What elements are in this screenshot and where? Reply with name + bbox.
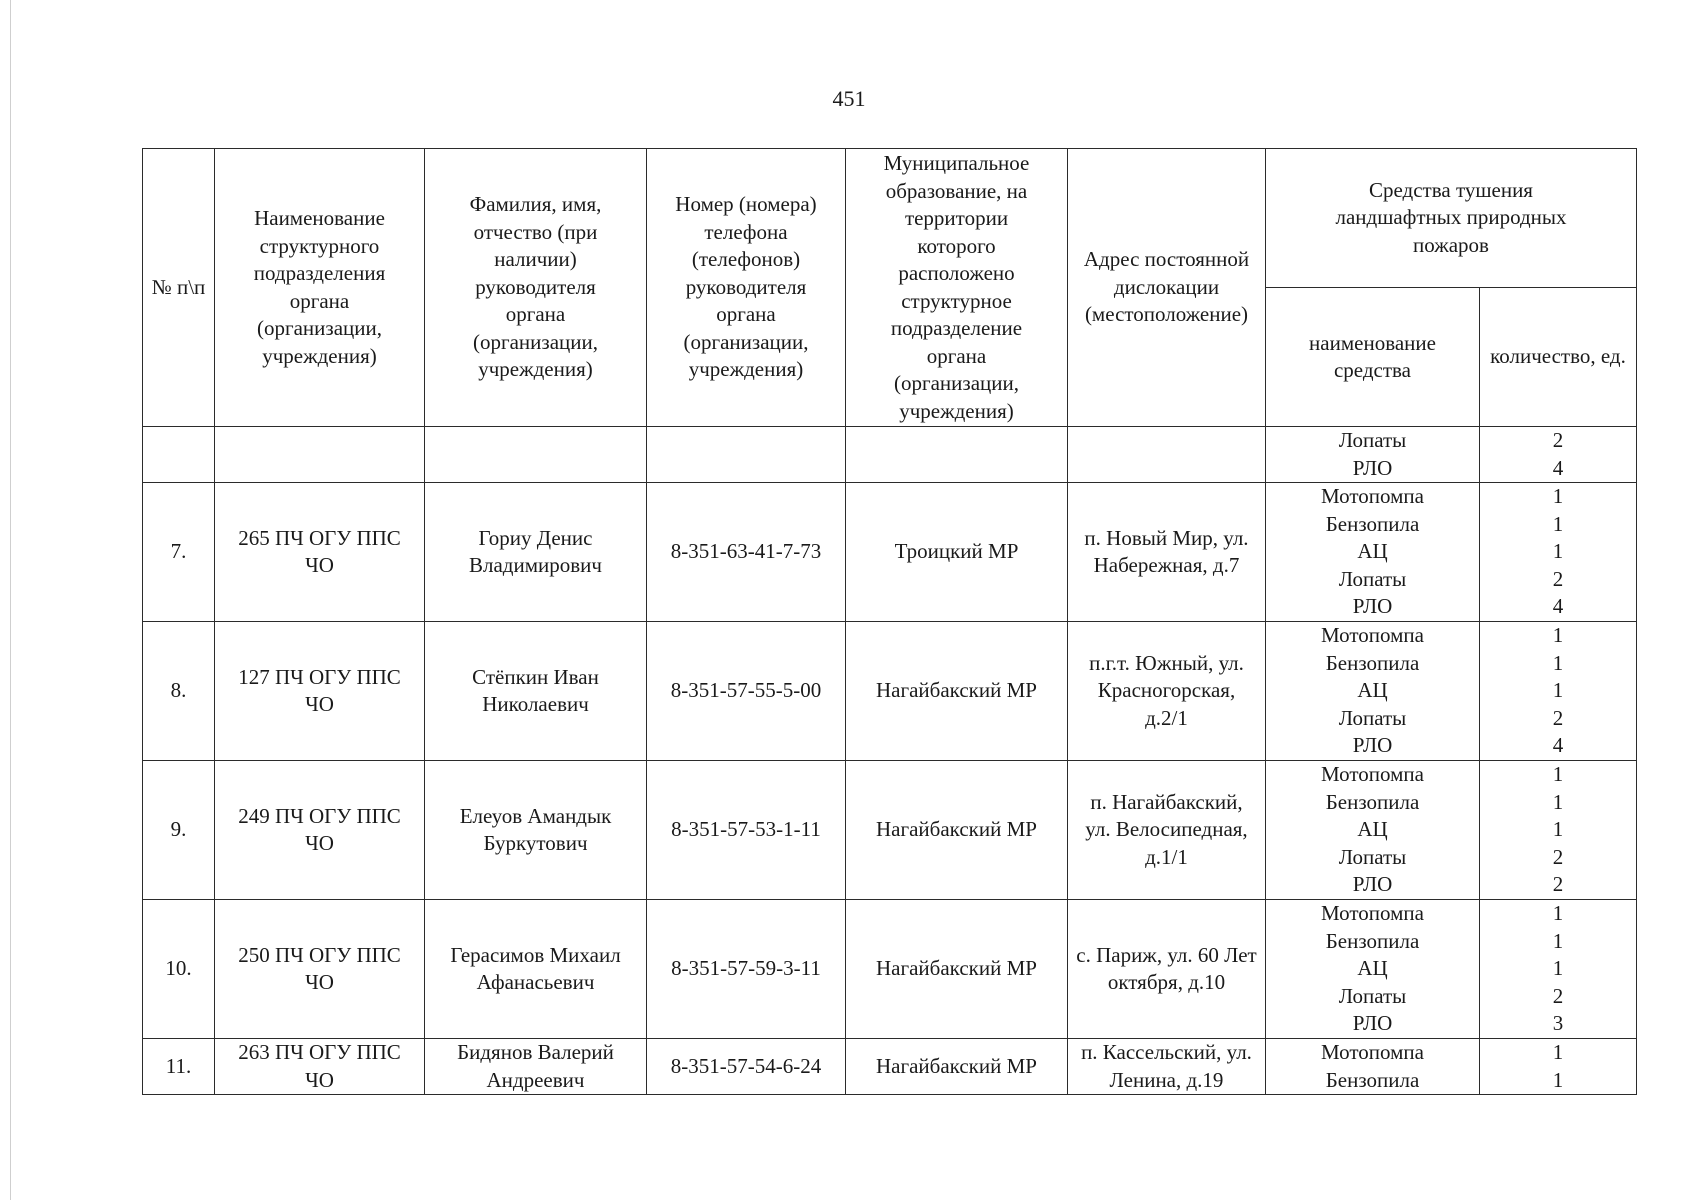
- cell-means-names: [1266, 622, 1480, 761]
- scan-edge-line: [10, 0, 11, 1200]
- means-name: АЦ: [1357, 539, 1388, 564]
- cell-head: Елеуов Амандык Буркутович: [425, 761, 647, 900]
- cell-municipality: Нагайбакский МР: [846, 761, 1068, 900]
- means-name: Лопаты: [1338, 566, 1407, 591]
- cell-means-qty: [1480, 1039, 1637, 1095]
- continuation-row: [143, 427, 1637, 483]
- cell-address: [1068, 427, 1266, 483]
- cell-unit: 265 ПЧ ОГУ ППС ЧО: [215, 483, 425, 622]
- cell-municipality: Троицкий МР: [846, 483, 1068, 622]
- means-name: Мотопомпа: [1321, 484, 1424, 509]
- means-name: РЛО: [1352, 455, 1393, 480]
- header-unit: Наименование структурного подразделения органа (организации, учреждения): [215, 149, 425, 427]
- means-name: АЦ: [1357, 678, 1388, 703]
- means-name: РЛО: [1352, 594, 1393, 619]
- header-address: Адрес постоянной дислокации (местоположение): [1068, 149, 1266, 427]
- cell-unit: 263 ПЧ ОГУ ППС ЧО: [215, 1039, 425, 1095]
- means-name: Лопаты: [1338, 844, 1407, 869]
- means-name: Бензопила: [1325, 789, 1420, 814]
- page-number: 451: [832, 86, 866, 111]
- cell-num: 9.: [143, 761, 215, 900]
- cell-municipality: Нагайбакский МР: [846, 1039, 1068, 1095]
- cell-means-qty: [1480, 427, 1637, 483]
- means-qty: 1: [1552, 817, 1564, 842]
- cell-address: п. Новый Мир, ул. Набережная, д.7: [1068, 483, 1266, 622]
- cell-head: Стёпкин Иван Николаевич: [425, 622, 647, 761]
- header-head: Фамилия, имя, отчество (при наличии) руководителя органа (организации, учреждения): [425, 149, 647, 427]
- means-qty: 2: [1552, 705, 1564, 730]
- cell-address: п. Кассельский, ул. Ленина, д.19: [1068, 1039, 1266, 1095]
- means-qty: 1: [1552, 928, 1564, 953]
- header-means-qty: количество, ед.: [1480, 288, 1637, 427]
- cell-address: п.г.т. Южный, ул. Красногорская, д.2/1: [1068, 622, 1266, 761]
- cell-num: 11.: [143, 1039, 215, 1095]
- means-name: РЛО: [1352, 1011, 1393, 1036]
- cell-num: 7.: [143, 483, 215, 622]
- means-name: Лопаты: [1338, 428, 1407, 452]
- header-means-name: наименование средства: [1266, 288, 1480, 427]
- cell-means-qty: [1480, 483, 1637, 622]
- cell-address: п. Нагайбакский, ул. Велосипедная, д.1/1: [1068, 761, 1266, 900]
- table-row: [143, 1039, 1637, 1095]
- means-qty: 2: [1552, 428, 1564, 452]
- means-qty: 1: [1552, 762, 1564, 787]
- means-qty: 1: [1552, 484, 1564, 509]
- header-means-group: Средства тушения ландшафтных природных пожаров: [1266, 149, 1637, 288]
- cell-head: Герасимов Михаил Афанасьевич: [425, 900, 647, 1039]
- means-qty: 4: [1552, 594, 1564, 619]
- cell-municipality: Нагайбакский МР: [846, 900, 1068, 1039]
- cell-unit: 250 ПЧ ОГУ ППС ЧО: [215, 900, 425, 1039]
- cell-means-names: [1266, 900, 1480, 1039]
- means-name: Мотопомпа: [1321, 762, 1424, 787]
- cell-unit: [215, 427, 425, 483]
- cell-num: 10.: [143, 900, 215, 1039]
- means-name: Бензопила: [1325, 1067, 1420, 1092]
- means-qty: 1: [1552, 623, 1564, 648]
- header-municipality: Муниципальное образование, на территории которого расположено структурное подразделение органа (организации, учреждения): [846, 149, 1068, 427]
- cell-phone: 8-351-57-55-5-00: [647, 622, 846, 761]
- means-name: Мотопомпа: [1321, 623, 1424, 648]
- cell-means-qty: [1480, 622, 1637, 761]
- means-name: АЦ: [1357, 817, 1388, 842]
- means-qty: 2: [1552, 566, 1564, 591]
- cell-means-names: [1266, 483, 1480, 622]
- cell-means-qty: [1480, 761, 1637, 900]
- means-name: Мотопомпа: [1321, 901, 1424, 926]
- means-qty: 1: [1552, 1067, 1564, 1092]
- means-qty: 1: [1552, 1040, 1564, 1064]
- means-qty: 1: [1552, 678, 1564, 703]
- means-qty: 2: [1552, 872, 1564, 897]
- means-qty: 4: [1552, 455, 1564, 480]
- table-row: [143, 483, 1637, 622]
- cell-unit: 249 ПЧ ОГУ ППС ЧО: [215, 761, 425, 900]
- cell-num: [143, 427, 215, 483]
- cell-phone: 8-351-57-53-1-11: [647, 761, 846, 900]
- cell-head: Бидянов Валерий Андреевич: [425, 1039, 647, 1095]
- means-qty: 2: [1552, 844, 1564, 869]
- cell-municipality: [846, 427, 1068, 483]
- cell-means-names: [1266, 427, 1480, 483]
- means-name: Бензопила: [1325, 650, 1420, 675]
- means-name: РЛО: [1352, 733, 1393, 758]
- means-name: Бензопила: [1325, 511, 1420, 536]
- cell-phone: [647, 427, 846, 483]
- cell-num: 8.: [143, 622, 215, 761]
- cell-phone: 8-351-57-54-6-24: [647, 1039, 846, 1095]
- table-row: [143, 900, 1637, 1039]
- cell-head: [425, 427, 647, 483]
- cell-municipality: Нагайбакский МР: [846, 622, 1068, 761]
- table-body: [143, 427, 1637, 1095]
- cell-unit: 127 ПЧ ОГУ ППС ЧО: [215, 622, 425, 761]
- means-name: Мотопомпа: [1321, 1040, 1424, 1064]
- means-qty: 2: [1552, 983, 1564, 1008]
- fire-units-table: [142, 148, 1637, 1095]
- means-qty: 3: [1552, 1011, 1564, 1036]
- means-name: АЦ: [1357, 956, 1388, 981]
- cell-means-names: [1266, 761, 1480, 900]
- header-phone: Номер (номера) телефона (телефонов) руководителя органа (организации, учреждения): [647, 149, 846, 427]
- cell-phone: 8-351-63-41-7-73: [647, 483, 846, 622]
- cell-means-qty: [1480, 900, 1637, 1039]
- means-qty: 4: [1552, 733, 1564, 758]
- cell-address: с. Париж, ул. 60 Лет октября, д.10: [1068, 900, 1266, 1039]
- means-name: Бензопила: [1325, 928, 1420, 953]
- means-qty: 1: [1552, 539, 1564, 564]
- means-qty: 1: [1552, 511, 1564, 536]
- cell-phone: 8-351-57-59-3-11: [647, 900, 846, 1039]
- means-name: РЛО: [1352, 872, 1393, 897]
- means-name: Лопаты: [1338, 705, 1407, 730]
- means-name: Лопаты: [1338, 983, 1407, 1008]
- table-row: [143, 622, 1637, 761]
- means-qty: 1: [1552, 956, 1564, 981]
- means-qty: 1: [1552, 789, 1564, 814]
- table-header: [143, 149, 1637, 427]
- means-qty: 1: [1552, 650, 1564, 675]
- table-row: [143, 761, 1637, 900]
- cell-head: Гориу Денис Владимирович: [425, 483, 647, 622]
- cell-means-names: [1266, 1039, 1480, 1095]
- header-num: № п\п: [143, 149, 215, 427]
- means-qty: 1: [1552, 901, 1564, 926]
